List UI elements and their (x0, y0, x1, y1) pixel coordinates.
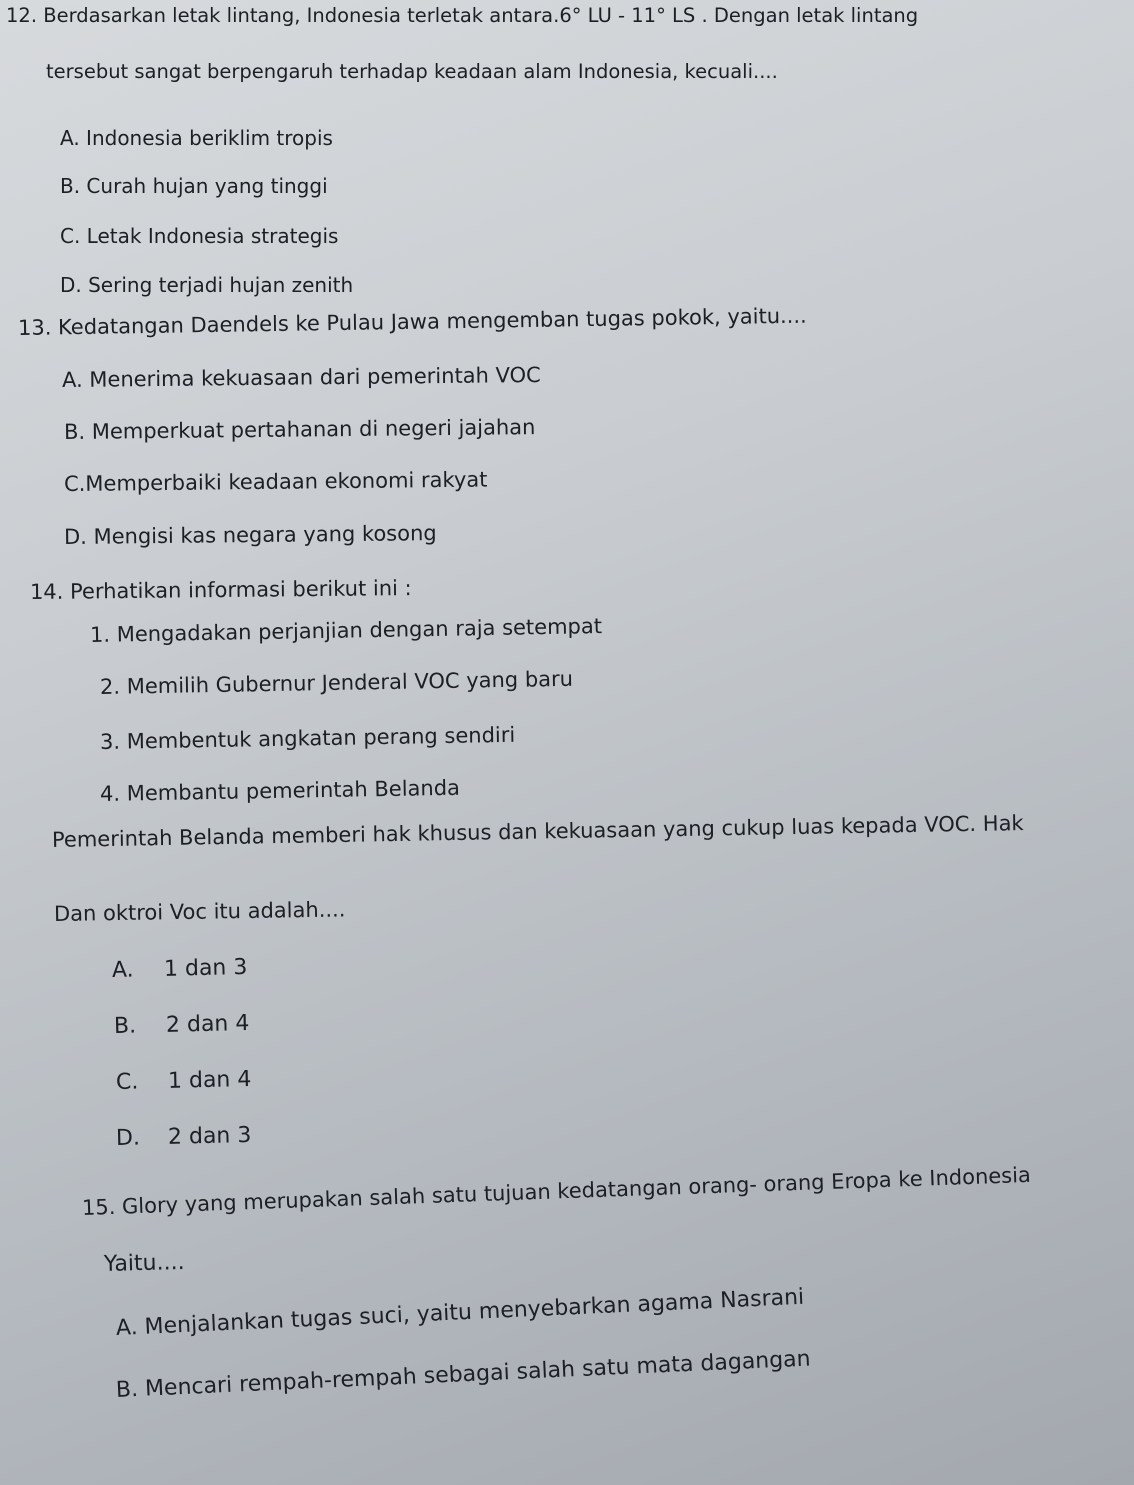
q15-option-a: A. Menjalankan tugas suci, yaitu menyebarkan agama Nasrani (115, 1284, 805, 1341)
q12-option-d: D. Sering terjadi hujan zenith (60, 273, 354, 297)
q14-option-a (112, 955, 248, 983)
q14-item-4: 4. Membantu pemerintah Belanda (99, 775, 461, 806)
q14-option-a-text: 1 dan 3 (163, 954, 248, 982)
q13-option-b: B. Memperkuat pertahanan di negeri jajahan (63, 415, 536, 444)
q14-option-b-text: 2 dan 4 (165, 1010, 250, 1038)
q14-item-2: 2. Memilih Gubernur Jenderal VOC yang baru (99, 666, 574, 699)
q13-option-a: A. Menerima kekuasaan dari pemerintah VOC (61, 362, 541, 392)
q15-option-b: B. Mencari rempah-rempah sebagai salah satu mata dagangan (115, 1346, 812, 1403)
q14-option-c-letter: C. (115, 1069, 139, 1095)
q14-option-b (114, 1011, 250, 1039)
q12-question-line2: tersebut sangat berpengaruh terhadap keadaan alam Indonesia, kecuali.... (46, 60, 778, 83)
q13-question: 13. Kedatangan Daendels ke Pulau Jawa mengemban tugas pokok, yaitu.... (17, 303, 807, 340)
q14-option-c-text: 1 dan 4 (167, 1066, 252, 1094)
q13-option-c: C.Memperbaiki keadaan ekonomi rakyat (63, 467, 488, 496)
q12-question-line1: 12. Berdasarkan letak lintang, Indonesia terletak antara.6° LU - 11° LS . Dengan letak lintang (6, 4, 919, 27)
q14-option-d-letter: D. (115, 1125, 141, 1151)
q13-option-d: D. Mengisi kas negara yang kosong (63, 521, 437, 549)
q14-option-b-letter: B. (113, 1013, 137, 1039)
q14-option-c (116, 1067, 252, 1095)
q14-option-d-text: 2 dan 3 (167, 1122, 252, 1150)
q14-option-a-letter: A. (111, 957, 134, 983)
q12-option-c: C. Letak Indonesia strategis (60, 224, 339, 248)
q14-option-d (116, 1123, 252, 1151)
q14-intro: 14. Perhatikan informasi berikut ini : (29, 576, 412, 604)
q14-item-3: 3. Membentuk angkatan perang sendiri (99, 722, 516, 754)
q14-stem-line1: Pemerintah Belanda memberi hak khusus dan kekuasaan yang cukup luas kepada VOC. Hak (51, 811, 1024, 852)
q14-stem-line2: Dan oktroi Voc itu adalah.... (53, 897, 346, 926)
q12-option-b: B. Curah hujan yang tinggi (60, 174, 328, 198)
q12-option-a: A. Indonesia beriklim tropis (60, 126, 333, 150)
q15-question-line1: 15. Glory yang merupakan salah satu tujuan kedatangan orang- orang Eropa ke Indonesia (81, 1162, 1032, 1220)
q15-question-line2: Yaitu.... (103, 1249, 185, 1277)
q14-item-1: 1. Mengadakan perjanjian dengan raja setempat (89, 614, 603, 647)
